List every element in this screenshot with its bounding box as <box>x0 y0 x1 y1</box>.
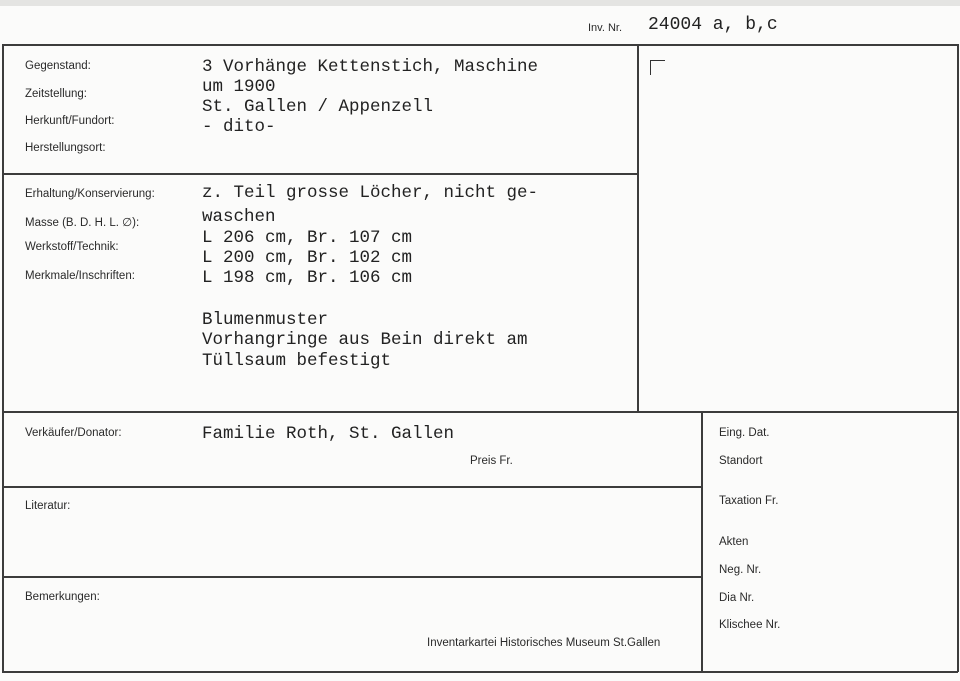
bottom-rule <box>2 671 958 673</box>
note-line: Blumenmuster <box>202 310 329 330</box>
label-akten: Akten <box>719 536 749 548</box>
note-line: Vorhangringe aus Bein direkt am <box>202 330 528 350</box>
label-herkunft: Herkunft/Fundort: <box>25 115 115 127</box>
label-verkaeufer: Verkäufer/Donator: <box>25 427 122 439</box>
label-gegenstand: Gegenstand: <box>25 60 91 72</box>
note-line: Tüllsaum befestigt <box>202 351 392 371</box>
right-column-divider <box>701 411 703 672</box>
label-klischee-nr: Klischee Nr. <box>719 619 781 631</box>
object-line: St. Gallen / Appenzell <box>202 97 434 117</box>
upper-divider <box>637 44 639 412</box>
label-literatur: Literatur: <box>25 500 71 512</box>
corner-mark <box>650 60 665 75</box>
label-erhaltung: Erhaltung/Konservierung: <box>25 188 155 200</box>
object-line: um 1900 <box>202 77 276 97</box>
label-eing-dat: Eing. Dat. <box>719 427 770 439</box>
label-preis: Preis Fr. <box>470 455 513 467</box>
label-merkmale: Merkmale/Inschriften: <box>25 270 135 282</box>
top-strip <box>0 0 960 6</box>
object-line: 3 Vorhänge Kettenstich, Maschine <box>202 57 539 77</box>
label-dia-nr: Dia Nr. <box>719 592 755 604</box>
rule-object <box>2 173 638 175</box>
inv-nr-label: Inv. Nr. <box>588 22 623 34</box>
label-standort: Standort <box>719 455 763 467</box>
card-footer: Inventarkartei Historisches Museum St.Gallen <box>427 637 661 649</box>
vendor-value: Familie Roth, St. Gallen <box>202 424 455 444</box>
condition-line: z. Teil grosse Löcher, nicht ge- <box>202 183 539 203</box>
rule-literature <box>2 576 702 578</box>
label-herstellungsort: Herstellungsort: <box>25 142 106 154</box>
dimension-line: L 200 cm, Br. 102 cm <box>202 248 413 268</box>
inv-nr-value: 24004 a, b,c <box>648 15 778 35</box>
left-rule <box>2 44 4 672</box>
label-taxation: Taxation Fr. <box>719 495 779 507</box>
label-bemerkungen: Bemerkungen: <box>25 591 100 603</box>
rule-vendor <box>2 486 702 488</box>
dimension-line: L 198 cm, Br. 106 cm <box>202 268 413 288</box>
label-werkstoff: Werkstoff/Technik: <box>25 241 119 253</box>
label-zeitstellung: Zeitstellung: <box>25 88 88 100</box>
rule-condition <box>2 411 958 413</box>
condition-line: waschen <box>202 207 276 227</box>
right-rule <box>957 44 959 672</box>
label-masse: Masse (B. D. H. L. ∅): <box>25 217 140 229</box>
top-rule <box>2 44 958 46</box>
object-line: - dito- <box>202 117 276 137</box>
dimension-line: L 206 cm, Br. 107 cm <box>202 228 413 248</box>
label-neg-nr: Neg. Nr. <box>719 564 762 576</box>
